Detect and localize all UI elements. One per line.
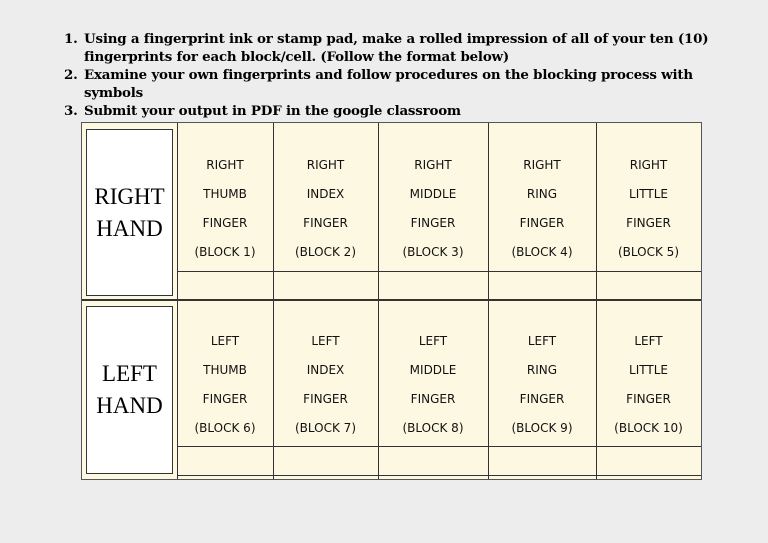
instruction-text (84, 30, 724, 66)
finger-name-label: RING (526, 187, 558, 201)
finger-word-label: FINGER (410, 216, 456, 230)
finger-side-label: RIGHT (206, 158, 244, 172)
finger-block-label: (BLOCK 10) (614, 421, 683, 435)
instruction-item-2 (64, 66, 724, 102)
instruction-text: Submit your output in PDF in the google classroom (84, 103, 461, 119)
finger-block-label: (BLOCK 9) (511, 421, 573, 435)
instruction-text: Examine your own fingerprints and follow procedures on the blocking process with symbols (84, 67, 693, 101)
hand-label-line: HAND (96, 215, 163, 241)
finger-block-label: (BLOCK 8) (402, 421, 464, 435)
finger-name-label: INDEX (306, 363, 345, 377)
finger-block-label: (BLOCK 4) (511, 245, 573, 259)
instruction-line: Using a fingerprint ink or stamp pad, make a rolled impression of all of your ten (10) (84, 31, 709, 47)
hand-label-line: HAND (96, 393, 163, 418)
right-hand-column (82, 123, 178, 300)
finger-name-label: LITTLE (629, 363, 668, 377)
instruction-item-3 (64, 102, 724, 120)
left-hand-column (82, 301, 178, 479)
instruction-number: 1. (64, 31, 78, 47)
finger-side-label: LEFT (210, 334, 240, 348)
finger-word-label: FINGER (626, 216, 671, 230)
finger-block-label: (BLOCK 1) (194, 245, 256, 259)
finger-side-label: RIGHT (629, 158, 668, 172)
left-blank-row (177, 446, 701, 476)
left-hand-label (86, 306, 173, 474)
hand-label-line: RIGHT (94, 183, 165, 209)
right-blank-row (177, 271, 701, 301)
instructions-list (64, 30, 724, 120)
hand-row-divider (82, 299, 701, 301)
finger-word-label: FINGER (519, 216, 565, 230)
instruction-line: fingerprints for each block/cell. (Follow the format below) (84, 49, 510, 65)
instruction-item-1 (64, 30, 724, 66)
finger-word-label: FINGER (202, 392, 248, 406)
finger-side-label: RIGHT (306, 158, 345, 172)
finger-word-label: FINGER (626, 392, 671, 406)
finger-word-label: FINGER (410, 392, 456, 406)
finger-block-label: (BLOCK 3) (402, 245, 464, 259)
finger-word-label: FINGER (519, 392, 565, 406)
finger-side-label: LEFT (634, 334, 663, 348)
finger-name-label: THUMB (203, 363, 247, 377)
finger-name-label: THUMB (203, 187, 247, 201)
finger-name-label: LITTLE (629, 187, 668, 201)
finger-side-label: RIGHT (414, 158, 452, 172)
finger-side-label: LEFT (527, 334, 557, 348)
finger-block-label: (BLOCK 5) (618, 245, 679, 259)
fingerprint-sheet (81, 122, 702, 480)
finger-side-label: RIGHT (523, 158, 561, 172)
finger-side-label: LEFT (418, 334, 448, 348)
finger-block-label: (BLOCK 2) (295, 245, 356, 259)
right-hand-label (86, 129, 173, 296)
hand-label-line: LEFT (102, 361, 157, 386)
finger-word-label: FINGER (303, 392, 348, 406)
finger-side-label: LEFT (311, 334, 340, 348)
finger-name-label: MIDDLE (409, 187, 457, 201)
finger-name-label: MIDDLE (409, 363, 457, 377)
finger-word-label: FINGER (202, 216, 248, 230)
finger-name-label: RING (526, 363, 558, 377)
finger-block-label: (BLOCK 7) (295, 421, 356, 435)
instruction-number: 3. (64, 103, 78, 119)
finger-name-label: INDEX (306, 187, 345, 201)
finger-word-label: FINGER (303, 216, 348, 230)
instruction-number: 2. (64, 67, 78, 83)
finger-block-label: (BLOCK 6) (194, 421, 256, 435)
